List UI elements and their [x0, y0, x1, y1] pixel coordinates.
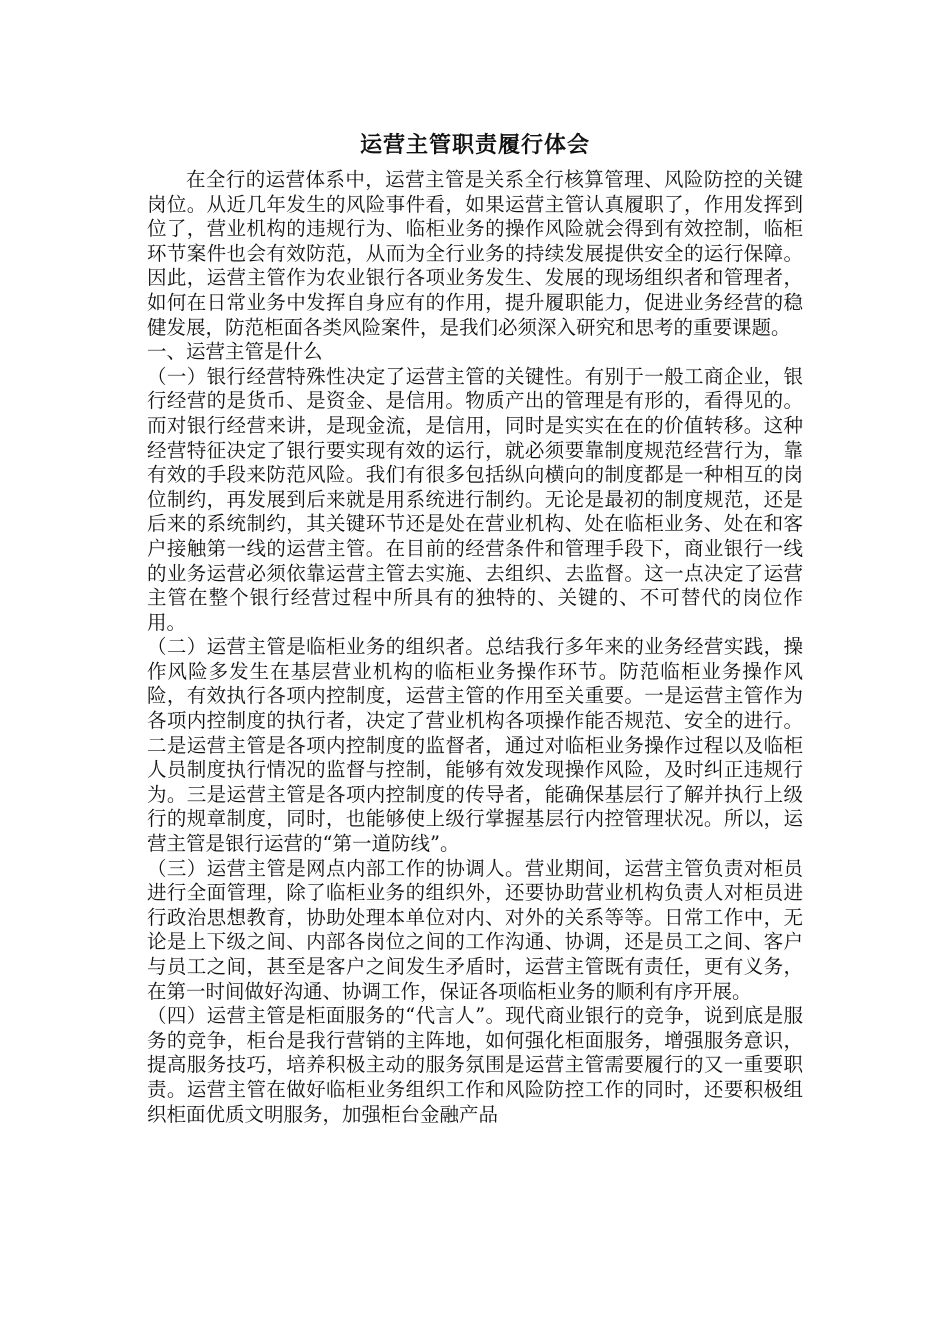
intro-paragraph: 在全行的运营体系中，运营主管是关系全行核算管理、风险防控的关键岗位。从近几年发生的风险事件看，如果运营主管认真履职了，作用发挥到位了，营业机构的违规行为、临柜业务的操作风险就会得到有效控制，临柜环节案件也会有效防范，从而为全行业务的持续发展提供安全的运行保障。因此，运营主管作为农业银行各项业务发生、发展的现场组织者和管理者，如何在日常业务中发挥自身应有的作用，提升履职能力，促进业务经营的稳健发展，防范柜面各类风险案件，是我们必须深入研究和思考的重要课题。: [147, 168, 803, 339]
section-heading-1: 一、运营主管是什么: [147, 340, 323, 364]
document-page: [147, 130, 803, 1127]
paragraph-4: （四）运营主管是柜面服务的“代言人”。现代商业银行的竞争，说到底是服务的竞争，柜台是我行营销的主阵地，如何强化柜面服务，增强服务意识，提高服务技巧，培养积极主动的服务氛围是运营主管需要履行的又一重要职责。运营主管在做好临柜业务组织工作和风险防控工作的同时，还要积极组织柜面优质文明服务，加强柜台金融产品: [147, 1004, 803, 1126]
paragraph-1: （一）银行经营特殊性决定了运营主管的关键性。有别于一般工商企业，银行经营的是货币、是资金、是信用。物质产出的管理是有形的，看得见的。而对银行经营来讲，是现金流，是信用，同时是实实在在的价值转移。这种经营特征决定了银行要实现有效的运行，就必须要靠制度规范经营行为，靠有效的手段来防范风险。我们有很多包括纵向横向的制度都是一种相互的岗位制约，再发展到后来就是用系统进行制约。无论是最初的制度规范，还是后来的系统制约，其关键环节还是处在营业机构、处在临柜业务、处在和客户接触第一线的运营主管。在目前的经营条件和管理手段下，商业银行一线的业务运营必须依靠运营主管去实施、去组织、去监督。这一点决定了运营主管在整个银行经营过程中所具有的独特的、关键的、不可替代的岗位作用。: [147, 364, 803, 634]
document-title: 运营主管职责履行体会: [359, 132, 590, 158]
paragraph-3: （三）运营主管是网点内部工作的协调人。营业期间，运营主管负责对柜员进行全面管理，除了临柜业务的组织外，还要协助营业机构负责人对柜员进行政治思想教育，协助处理本单位对内、对外的关系等等。日常工作中，无论是上下级之间、内部各岗位之间的工作沟通、协调，还是员工之间、客户与员工之间，甚至是客户之间发生矛盾时，运营主管既有责任，更有义务，在第一时间做好沟通、协调工作，保证各项临柜业务的顺利有序开展。: [147, 856, 803, 1003]
paragraph-2: （二）运营主管是临柜业务的组织者。总结我行多年来的业务经营实践，操作风险多发生在基层营业机构的临柜业务操作环节。防范临柜业务操作风险，有效执行各项内控制度，运营主管的作用至关重要。一是运营主管作为各项内控制度的执行者，决定了营业机构各项操作能否规范、安全的进行。二是运营主管是各项内控制度的监督者，通过对临柜业务操作过程以及临柜人员制度执行情况的监督与控制，能够有效发现操作风险，及时纠正违规行为。三是运营主管是各项内控制度的传导者，能确保基层行了解并执行上级行的规章制度，同时，也能够使上级行掌握基层行内控管理状况。所以，运营主管是银行运营的“第一道防线”。: [147, 635, 803, 856]
